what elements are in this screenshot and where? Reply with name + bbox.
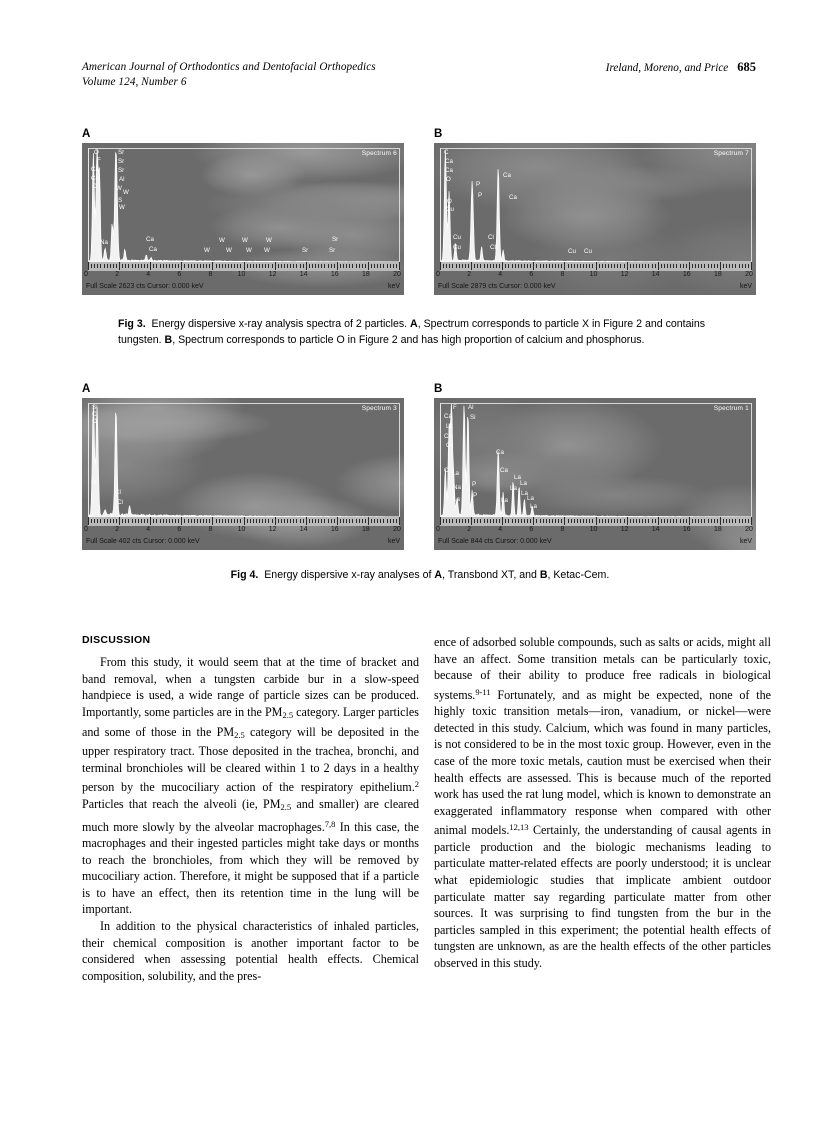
x-tick-label: 0 bbox=[84, 271, 88, 278]
x-tick-label: 4 bbox=[498, 526, 503, 533]
axis-unit-label: keV bbox=[739, 538, 752, 545]
x-tick-label: 0 bbox=[436, 271, 440, 278]
figure-4-panels bbox=[82, 383, 756, 550]
x-tick-label: 14 bbox=[651, 526, 660, 533]
x-tick-label: 18 bbox=[361, 271, 370, 278]
full-scale-text: Full Scale 2623 cts Cursor: 0.000 keV bbox=[86, 283, 204, 290]
spectrum-label: Spectrum 6 bbox=[361, 150, 397, 157]
x-tick-label: 2 bbox=[467, 271, 472, 278]
element-peak-label: W bbox=[123, 189, 129, 196]
x-tick-label: 18 bbox=[713, 271, 722, 278]
element-peak-label: Ca bbox=[503, 172, 511, 179]
x-tick-label: 20 bbox=[393, 271, 401, 278]
element-peak-label: La bbox=[452, 470, 459, 477]
element-peak-label: C bbox=[92, 411, 97, 418]
x-axis-tick-labels bbox=[84, 526, 402, 537]
panel-letter-b: B bbox=[434, 383, 443, 395]
x-axis-ruler bbox=[88, 262, 400, 271]
figure-4-panel-b bbox=[434, 383, 756, 550]
axis-unit-label: keV bbox=[739, 283, 752, 290]
status-bar bbox=[86, 283, 400, 294]
x-axis-ruler bbox=[88, 517, 400, 526]
caption-figure-number: Fig 4. bbox=[230, 569, 259, 581]
x-tick-label: 8 bbox=[208, 526, 213, 533]
element-peak-label: Sr bbox=[329, 247, 336, 254]
x-tick-label: 8 bbox=[208, 271, 213, 278]
x-axis-ruler bbox=[440, 517, 752, 526]
element-peak-label: P bbox=[476, 181, 481, 188]
x-tick-label: 12 bbox=[620, 526, 629, 533]
x-tick-label: 8 bbox=[560, 271, 565, 278]
element-peak-label: Sr bbox=[118, 167, 125, 174]
element-peak-label: La bbox=[520, 480, 527, 487]
figure-4 bbox=[82, 383, 756, 550]
journal-volume: Volume 124, Number 6 bbox=[82, 76, 187, 88]
x-tick-label: 20 bbox=[745, 526, 753, 533]
x-tick-label: 6 bbox=[529, 526, 534, 533]
x-tick-label: 20 bbox=[393, 526, 401, 533]
x-tick-label: 2 bbox=[115, 271, 120, 278]
figure-3-panel-a bbox=[82, 128, 404, 295]
element-peak-label: P bbox=[472, 481, 477, 488]
discussion-paragraph: From this study, it would seem that at the time of bracket and band removal, when a tungsten carbide bur in a slow-speed handpiece is used, a wide range of particle sizes can be produced. Importantly, some particles are in the $PM_{2.5}$ category. Larger particles and some of those in the $PM_{2.5}$ category will be deposited in the upper respiratory tract. Those deposited in the trachea, bronchi, and terminal bronchioles will be cleared within 1 to 2 days in a healthy person by the mucociliary action of the respiratory epithelium.$^2$ Particles that reach the alveoli (ie, $PM_{2.5}$ and smaller) are cleared much more slowly by the alveolar macrophages.$^{7,8}$ In this case, the macrophages and their ingested particles might take days or months to reach the bronchioles, from which they will be removed by mucociliary action. Therefore, it might be supposed that if a particle is to have an effect, then its retention time in the lung will be important. bbox=[82, 655, 420, 917]
x-tick-label: 14 bbox=[299, 271, 308, 278]
axis-unit-label: keV bbox=[387, 538, 400, 545]
element-peak-label: C bbox=[92, 183, 97, 190]
status-bar bbox=[438, 283, 752, 294]
element-peak-label: Al bbox=[119, 176, 125, 183]
x-tick-label: 4 bbox=[146, 526, 151, 533]
element-peak-label: O bbox=[91, 479, 96, 486]
element-peak-label: F bbox=[97, 157, 101, 164]
x-tick-label: 2 bbox=[467, 526, 472, 533]
element-peak-label: W bbox=[116, 185, 122, 192]
discussion-column-right bbox=[434, 634, 771, 972]
element-peak-label: Al bbox=[468, 404, 474, 411]
element-peak-label: Sr bbox=[118, 158, 125, 165]
edx-spectrum-image-4b bbox=[434, 398, 756, 550]
element-peak-label: O bbox=[447, 198, 452, 205]
x-tick-label: 2 bbox=[115, 526, 120, 533]
running-head-right bbox=[606, 60, 756, 76]
spectrum-trace-4b bbox=[441, 404, 751, 517]
x-tick-label: 10 bbox=[589, 526, 598, 533]
status-bar bbox=[86, 538, 400, 549]
element-peak-label: Ca bbox=[91, 175, 99, 182]
discussion-paragraph: In addition to the physical characteristics of inhaled particles, their chemical composition is another important factor to be considered when assessing potential health effects. Chemical composition, solubility, and the pres- bbox=[82, 918, 419, 983]
element-peak-label: Si bbox=[470, 414, 476, 421]
x-axis-tick-labels bbox=[84, 271, 402, 282]
x-tick-label: 12 bbox=[620, 271, 629, 278]
panel-letter-b: B bbox=[434, 128, 443, 140]
x-tick-label: 0 bbox=[436, 526, 440, 533]
figure-3-panels bbox=[82, 128, 756, 295]
element-peak-label: Cu bbox=[453, 244, 461, 251]
element-peak-label: W bbox=[226, 247, 232, 254]
element-peak-label: La bbox=[510, 485, 517, 492]
element-peak-label: Ca bbox=[445, 167, 453, 174]
element-peak-label: La bbox=[527, 495, 534, 502]
element-peak-label: La bbox=[530, 503, 537, 510]
element-peak-label: O bbox=[446, 176, 451, 183]
element-peak-label: O bbox=[94, 149, 99, 156]
x-tick-label: 10 bbox=[237, 271, 246, 278]
element-peak-label: W bbox=[246, 247, 252, 254]
element-peak-label: Ca bbox=[500, 467, 508, 474]
element-peak-label: Cu bbox=[584, 248, 592, 255]
x-tick-label: 14 bbox=[651, 271, 660, 278]
x-tick-label: 10 bbox=[589, 271, 598, 278]
element-peak-label: O bbox=[92, 418, 97, 425]
x-tick-label: 6 bbox=[177, 271, 182, 278]
element-peak-label: Cl bbox=[488, 234, 494, 241]
full-scale-text: Full Scale 2879 cts Cursor: 0.000 keV bbox=[438, 283, 556, 290]
element-peak-label: W bbox=[204, 247, 210, 254]
element-peak-label: Ca bbox=[444, 413, 452, 420]
figure-3-panel-b bbox=[434, 128, 756, 295]
running-head bbox=[82, 60, 756, 94]
element-peak-label: S bbox=[118, 197, 123, 204]
element-peak-label: W bbox=[242, 237, 248, 244]
edx-spectrum-image-3b bbox=[434, 143, 756, 295]
element-peak-label: Cu bbox=[568, 248, 576, 255]
journal-title: American Journal of Orthodontics and Dentofacial Orthopedics bbox=[82, 61, 376, 73]
element-peak-label: Na bbox=[100, 239, 108, 246]
x-tick-label: 8 bbox=[560, 526, 565, 533]
panel-letter-a: A bbox=[82, 383, 91, 395]
x-tick-label: 18 bbox=[361, 526, 370, 533]
spectrum-label: Spectrum 3 bbox=[361, 405, 397, 412]
x-tick-label: 10 bbox=[237, 526, 246, 533]
x-tick-label: 6 bbox=[529, 271, 534, 278]
element-peak-label: W bbox=[264, 247, 270, 254]
journal-title-block bbox=[82, 60, 376, 90]
x-tick-label: 16 bbox=[682, 271, 691, 278]
author-list: Ireland, Moreno, and Price bbox=[605, 62, 729, 74]
spectrum-label: Spectrum 1 bbox=[713, 405, 749, 412]
spectrum-trace-3a bbox=[89, 149, 399, 262]
x-tick-label: 4 bbox=[146, 271, 151, 278]
discussion-paragraph: ence of adsorbed soluble compounds, such as salts or acids, might all have an affect. Some transition metals can be particularly toxic, because of their ability to produce free radicals in biological systems.$^{9-11}$ Fortunately, and as might be expected, none of the highly toxic transition metals—iron, vanadium, or nickel—were detected in this study. Calcium, which was found in many particles, is not considered to be in the most toxic group. However, even in the case of the more toxic metals, caution must be exercised when their health effects are assessed. This is because much of the reported work has used the rat lung model, which is known to demonstrate an exaggerated inflammatory response when compared with other animal models.$^{12,13}$ Certainly, the understanding of causal agents in particle production and the biologic mechanisms leading to particulate matter-related effects are poorly understood; it is unclear what epidemiologic studies that implicate ambient outdoor particulate matter say regarding particulate matter from other sources. It was surprising to find tungsten from the bur in the particles sampled in this experiment; the potential health effects of tungsten are unknown, as are the health effects of the other particles observed in this study. bbox=[434, 635, 771, 970]
element-peak-label: P bbox=[478, 192, 483, 199]
element-peak-label: Ca bbox=[444, 433, 452, 440]
element-peak-label: Cl bbox=[490, 244, 496, 251]
element-peak-label: Cl bbox=[115, 489, 121, 496]
spectrum-trace-3b bbox=[441, 149, 751, 262]
element-peak-label: La bbox=[453, 496, 460, 503]
section-heading-discussion: DISCUSSION bbox=[82, 634, 151, 646]
page-number: 685 bbox=[737, 60, 756, 74]
spectrum-trace-4a bbox=[89, 404, 399, 517]
element-peak-label: Cl bbox=[117, 499, 123, 506]
element-peak-label: Cu bbox=[453, 234, 461, 241]
element-peak-label: Ca bbox=[149, 246, 157, 253]
spectrum-label: Spectrum 7 bbox=[713, 150, 749, 157]
element-peak-label: P bbox=[473, 492, 478, 499]
element-peak-label: W bbox=[266, 237, 272, 244]
x-tick-label: 6 bbox=[177, 526, 182, 533]
panel-letter-a: A bbox=[82, 128, 91, 140]
x-axis-tick-labels bbox=[436, 271, 754, 282]
figure-3-caption: Fig 3. Energy dispersive x-ray analysis spectra of 2 particles. A, Spectrum corresponds to particle X in Figure 2 and contains tungsten. B, Spectrum corresponds to particle O in Figure 2 and has high proportion of calcium and phosphorus. bbox=[118, 318, 706, 346]
axis-unit-label: keV bbox=[387, 283, 400, 290]
figure-4-caption: Fig 4. Energy dispersive x-ray analyses of A, Transbond XT, and B, Ketac-Cem. bbox=[230, 569, 610, 581]
full-scale-text: Full Scale 402 cts Cursor: 0.000 keV bbox=[86, 538, 200, 545]
x-axis-tick-labels bbox=[436, 526, 754, 537]
element-peak-label: W bbox=[219, 237, 225, 244]
element-peak-label: C bbox=[444, 467, 449, 474]
element-peak-label: Ca bbox=[146, 236, 154, 243]
element-peak-label: Sr bbox=[302, 247, 309, 254]
x-tick-label: 12 bbox=[268, 526, 277, 533]
x-tick-label: 18 bbox=[713, 526, 722, 533]
element-peak-label: Si bbox=[92, 404, 98, 411]
element-peak-label: O bbox=[446, 442, 451, 449]
discussion-column-left bbox=[82, 654, 419, 984]
figure-3 bbox=[82, 128, 756, 295]
x-tick-label: 4 bbox=[498, 271, 503, 278]
element-peak-label: La bbox=[446, 423, 453, 430]
x-tick-label: 20 bbox=[745, 271, 753, 278]
x-tick-label: 14 bbox=[299, 526, 308, 533]
x-tick-label: 12 bbox=[268, 271, 277, 278]
element-peak-label: Cu bbox=[446, 206, 454, 213]
status-bar bbox=[438, 538, 752, 549]
full-scale-text: Full Scale 844 cts Cursor: 0.000 keV bbox=[438, 538, 552, 545]
element-peak-label: Na bbox=[453, 484, 461, 491]
x-tick-label: 16 bbox=[682, 526, 691, 533]
element-peak-label: Ca bbox=[91, 166, 99, 173]
caption-figure-number: Fig 3. bbox=[118, 318, 146, 330]
element-peak-label: F bbox=[453, 404, 457, 411]
x-tick-label: 16 bbox=[330, 526, 339, 533]
element-peak-label: C bbox=[444, 149, 449, 156]
element-peak-label: Sr bbox=[118, 149, 125, 156]
element-peak-label: La bbox=[514, 474, 521, 481]
element-peak-label: Ca bbox=[445, 158, 453, 165]
element-peak-label: La bbox=[501, 497, 508, 504]
edx-spectrum-image-3a bbox=[82, 143, 404, 295]
element-peak-label: Ca bbox=[496, 449, 504, 456]
element-peak-label: Ca bbox=[509, 194, 517, 201]
x-tick-label: 0 bbox=[84, 526, 88, 533]
element-peak-label: W bbox=[119, 204, 125, 211]
x-axis-ruler bbox=[440, 262, 752, 271]
element-peak-label: Sr bbox=[332, 236, 339, 243]
element-peak-label: La bbox=[521, 490, 528, 497]
edx-spectrum-image-4a bbox=[82, 398, 404, 550]
figure-4-panel-a bbox=[82, 383, 404, 550]
x-tick-label: 16 bbox=[330, 271, 339, 278]
